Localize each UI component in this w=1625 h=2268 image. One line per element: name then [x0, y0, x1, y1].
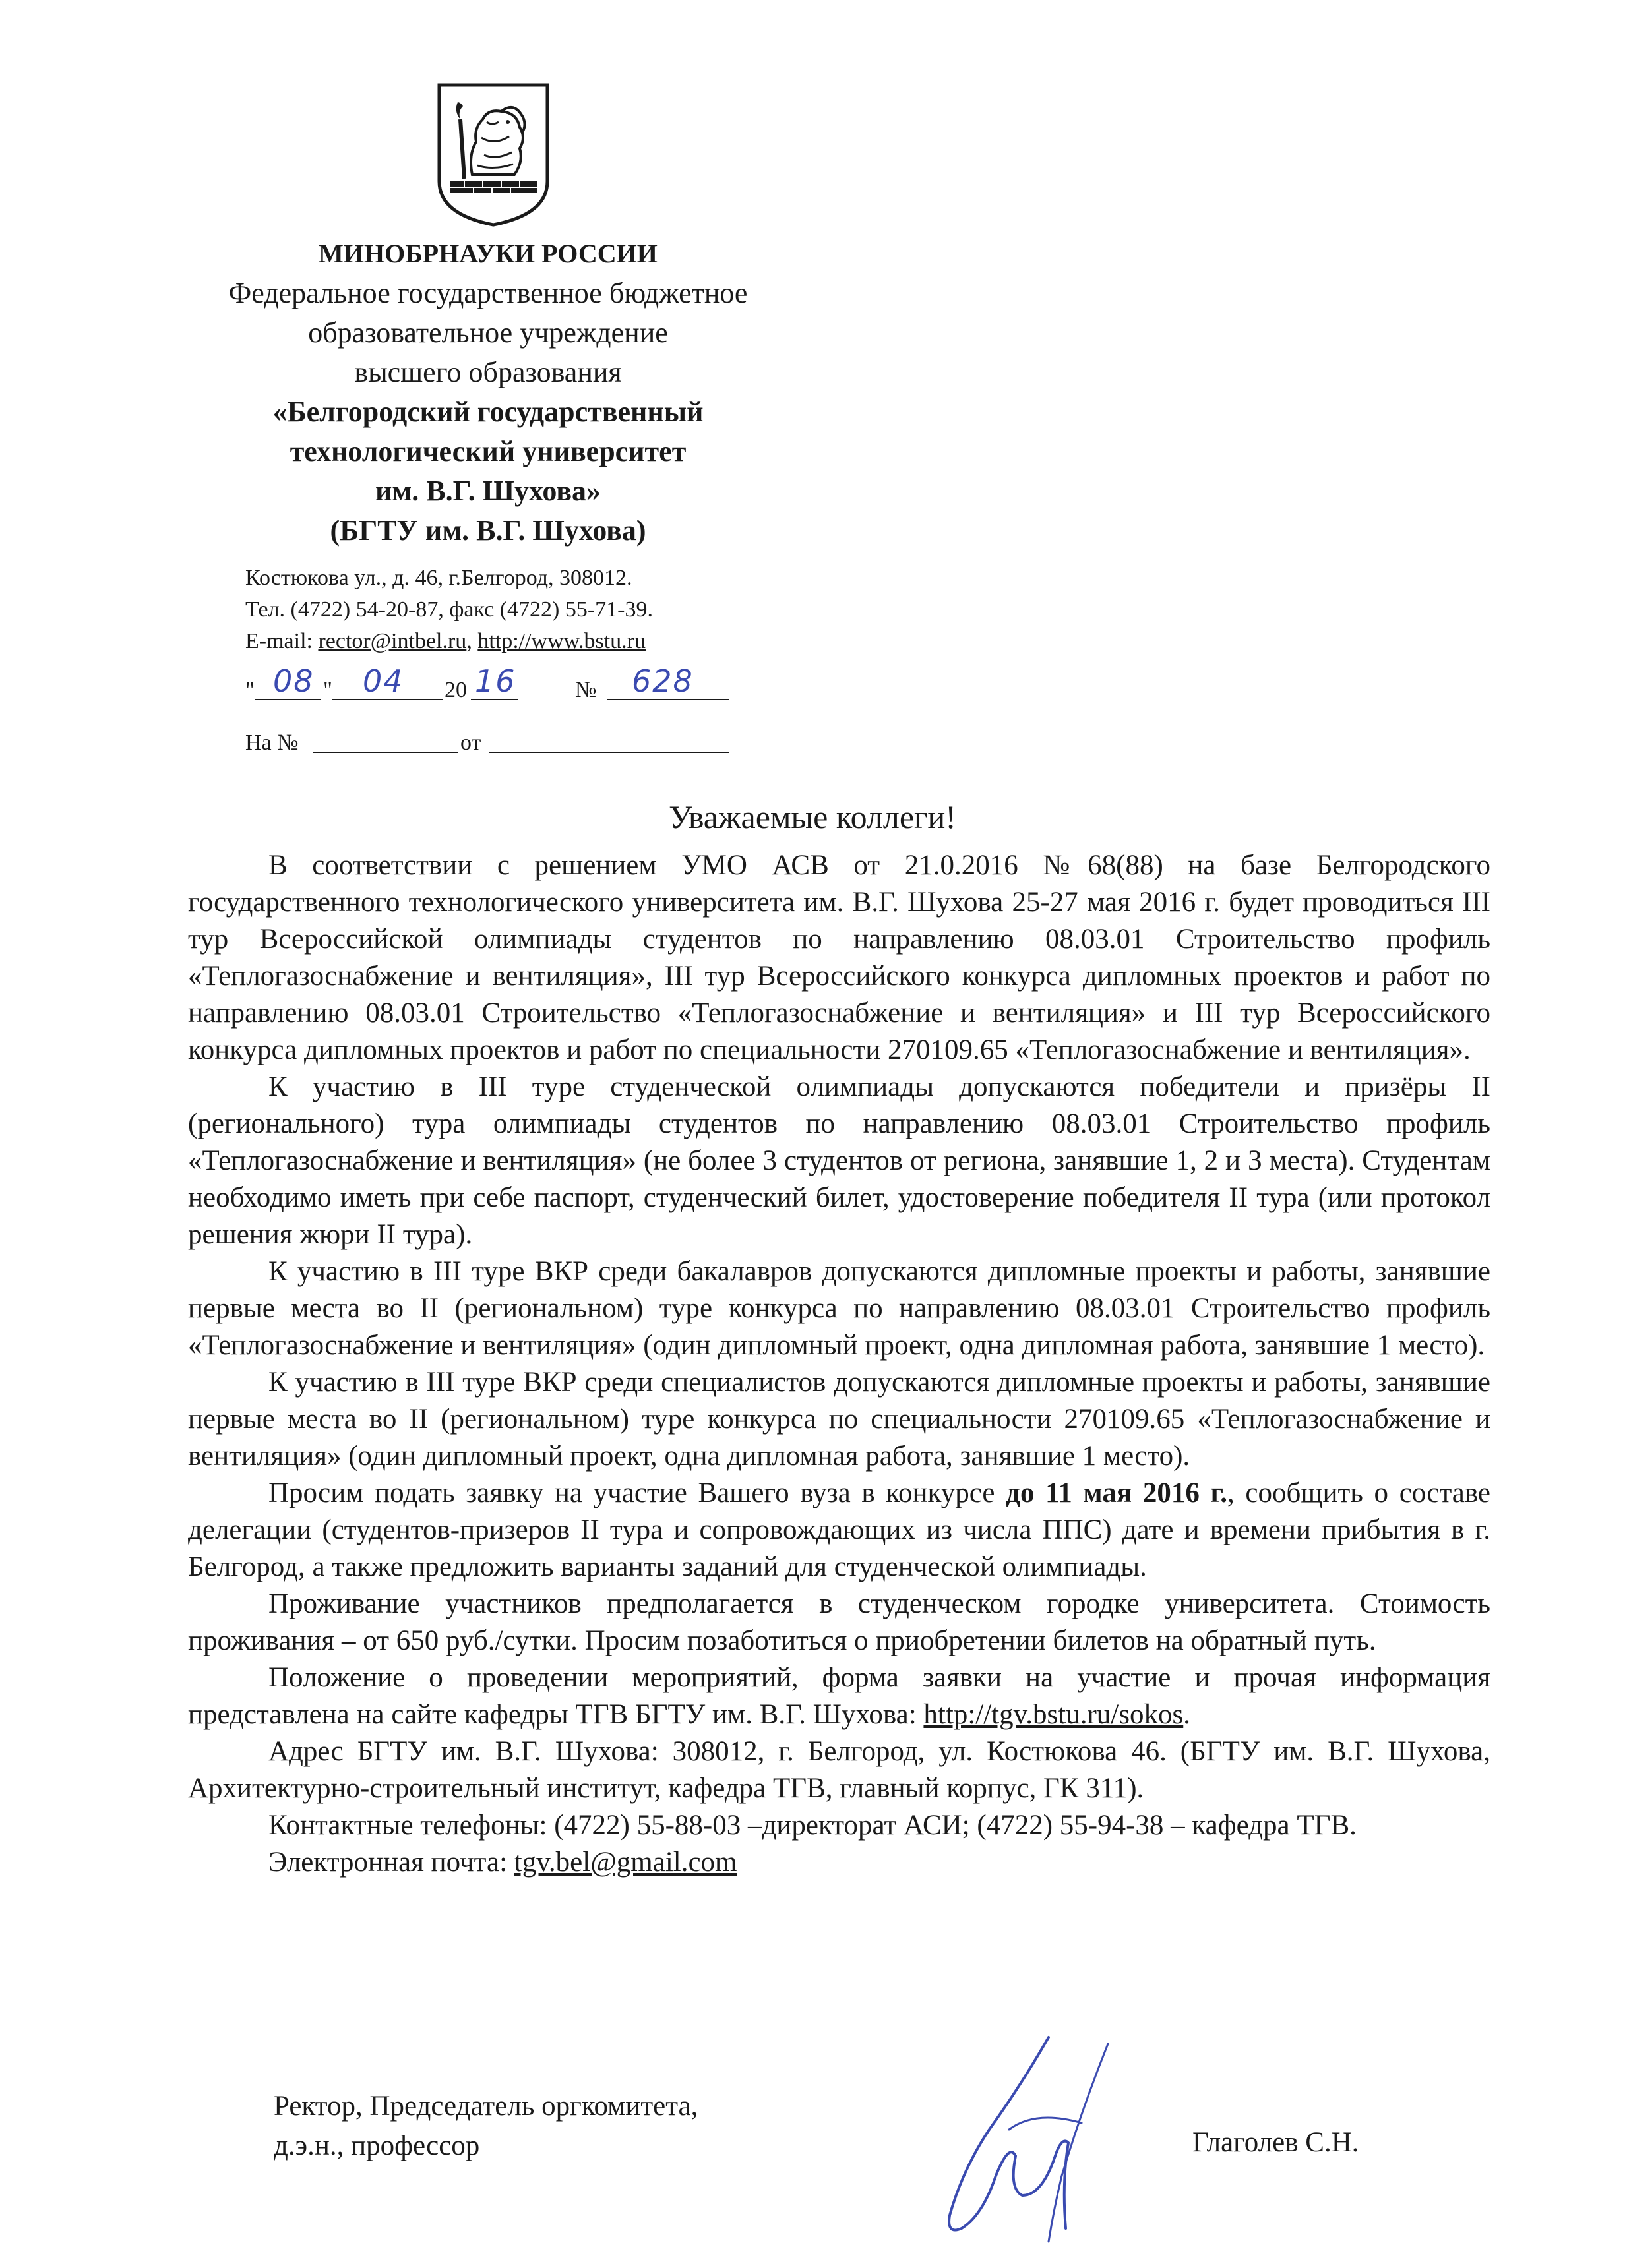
quote-close: " [323, 678, 332, 702]
rector-email-link[interactable]: rector@intbel.ru [318, 629, 467, 653]
paragraph-7-start: Положение о проведении мероприятий, форма заявки на участие и прочая информация представлена на сайте кафедры ТГВ БГТУ им. В.Г. Шухова: [188, 1662, 1490, 1730]
registration-line [245, 663, 773, 705]
handwritten-year: 16 [475, 663, 516, 699]
paragraph-5-start: Просим подать заявку на участие Вашего вуза в конкурсе [268, 1477, 1006, 1508]
email-line [245, 626, 773, 657]
paragraph-6: Проживание участников предполагается в студенческом городке университета. Стоимость проживания – от 650 руб./сутки. Просим позаботиться о приобретении билетов на обратный путь. [188, 1588, 1490, 1656]
number-underline [607, 699, 729, 700]
email-label-body: Электронная почта: [268, 1847, 514, 1878]
paragraph-4: К участию в III туре ВКР среди специалистов допускаются дипломные проекты и работы, занявшие первые места во II (региональном) туре конкурса по специальности 270109.65 «Теплогазоснабжение и вентиляция» (один дипломный проект, одна дипломная работа, занявшие 1 место). [188, 1367, 1490, 1472]
paragraph-10 [188, 1844, 1490, 1881]
handwritten-number: 628 [632, 663, 694, 699]
ministry-name: МИНОБРНАУКИ РОССИИ [319, 239, 658, 268]
contacts-block [245, 562, 773, 657]
greeting: Уважаемые коллеги! [669, 798, 956, 835]
org-type-line-3: высшего образования [354, 356, 622, 388]
ref-number-label: На № [245, 731, 299, 755]
paragraph-5-end: , сообщить о составе делегации (студентов-призеров II тура и сопровождающих из числа ППС) дате и времени прибытия в г. Белгород, а также предложить варианты заданий для студенческой олимпиады. [188, 1477, 1490, 1582]
ref-date-underline [489, 752, 729, 753]
paragraph-1: В соответствии с решением УМО АСВ от 21.0.2016 №68(88) на базе Белгородского государственного технологического университета им. В.Г. Шухова 25-27 мая 2016 г. будет проводиться III тур Всероссийской олимпиады студентов по направлению 08.03.01 Строительство профиль «Теплогазоснабжение и вентиляция», III тур Всероссийского конкурса дипломных проектов и работ по направлению 08.03.01 Строительство «Теплогазоснабжение и вентиляция» и III тур Всероссийского конкурса дипломных проектов и работ по специальности 270109.65 «Теплогазоснабжение и вентиляция». [188, 850, 1490, 1065]
reference-line [245, 725, 773, 758]
paragraph-3: К участию в III туре ВКР среди бакалавров допускаются дипломные проекты и работы, занявшие первые места во II (региональном) туре конкурса по направлению 08.03.01 Строительство профиль «Теплогазоснабжение и вентиляция» (один дипломный проект, одна дипломная работа, занявшие 1 место). [188, 1256, 1490, 1361]
number-label: № [575, 678, 597, 702]
handwritten-day: 08 [273, 663, 315, 699]
ref-number-underline [313, 752, 458, 753]
paragraph-2: К участию в III туре студенческой олимпиады допускаются победители и призёры II (регионального) тура олимпиады студентов по направлению 08.03.01 Строительство профиль «Теплогазоснабжение и вентиляция» (не более 3 студентов от региона, занявшие 1, 2 и 3 места). Студентам необходимо иметь при себе паспорт, студенческий билет, удостоверение победителя II тура (или протокол решения жюри II тура). [188, 1071, 1490, 1250]
year-prefix: 20 [445, 678, 467, 702]
day-underline [255, 699, 321, 700]
university-name-line-2: технологический университет [290, 435, 687, 467]
handwritten-signature [910, 2031, 1128, 2248]
quote-open: " [245, 678, 255, 702]
org-type-line-2: образовательное учреждение [308, 316, 668, 349]
address: Костюкова ул., д. 46, г.Белгород, 308012. [245, 566, 632, 590]
department-site-link[interactable]: http://tgv.bstu.ru/sokos [923, 1699, 1184, 1730]
phones: Тел. (4722) 54-20-87, факс (4722) 55-71-39. [245, 597, 653, 622]
year-underline [471, 699, 518, 700]
website-link[interactable]: http://www.bstu.ru [477, 629, 646, 653]
handwritten-month: 04 [363, 663, 404, 699]
email-separator: , [466, 629, 472, 653]
org-type-line-1: Федеральное государственное бюджетное [228, 277, 748, 309]
signatory-title-line-2: д.э.н., профессор [274, 2130, 480, 2161]
paragraph-8: Адрес БГТУ им. В.Г. Шухова: 308012, г. Белгород, ул. Костюкова 46. (БГТУ им. В.Г. Шухова, Архитектурно-строительный институт, кафедра ТГВ, главный корпус, ГК 311). [188, 1736, 1490, 1804]
paragraph-9: Контактные телефоны: (4722) 55-88-03 –директорат АСИ; (4722) 55-94-38 – кафедра ТГВ. [268, 1810, 1357, 1841]
city-emblem-icon [435, 82, 551, 227]
letterhead [158, 234, 818, 551]
paragraph-7 [188, 1659, 1490, 1733]
month-underline [332, 699, 443, 700]
paragraph-7-end: . [1183, 1699, 1190, 1730]
ref-from-label: от [460, 731, 481, 755]
deadline: до 11 мая 2016 г. [1006, 1477, 1227, 1508]
department-email-link[interactable]: tgv.bel@gmail.com [514, 1847, 737, 1878]
letter-body [188, 847, 1490, 1881]
email-label: E-mail: [245, 629, 313, 653]
university-name-line-3: им. В.Г. Шухова» [375, 475, 601, 507]
signatory-title-line-1: Ректор, Председатель оргкомитета, [274, 2091, 698, 2122]
university-abbreviation: (БГТУ им. В.Г. Шухова) [330, 514, 646, 547]
signatory-name: Глаголев С.Н. [1192, 2127, 1359, 2158]
paragraph-5 [188, 1475, 1490, 1586]
university-name-line-1: «Белгородский государственный [272, 396, 704, 428]
signatory-title [274, 2087, 698, 2166]
